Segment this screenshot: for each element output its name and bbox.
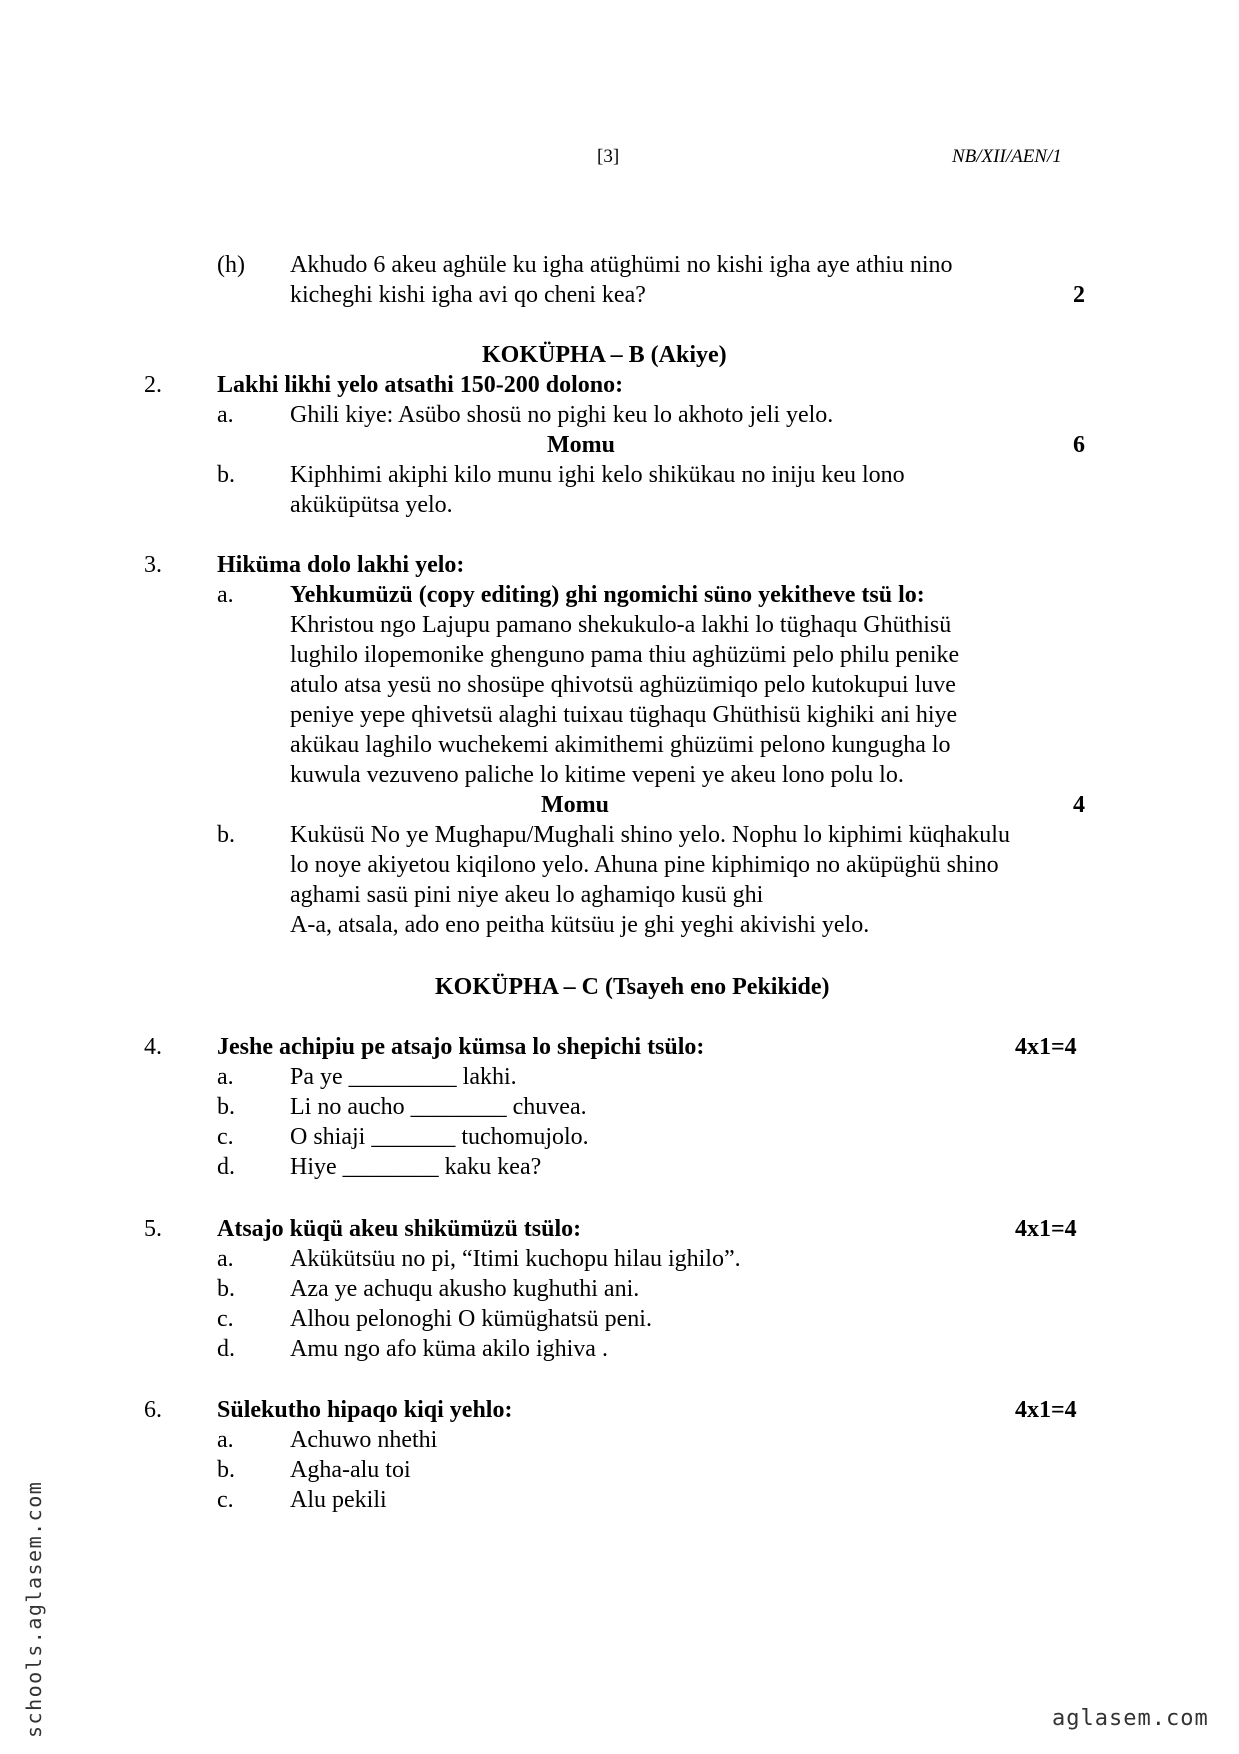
question-5-marks: 4x1=4 — [1015, 1216, 1077, 1242]
question-5-item-label: c. — [217, 1306, 234, 1332]
question-2-or: Momu — [547, 432, 615, 458]
question-3a-title: Yehkumüzü (copy editing) ghi ngomichi süno yekitheve tsü lo: — [290, 582, 925, 608]
question-4-item-text: O shiaji _______ tuchomujolo. — [290, 1124, 589, 1150]
document-code: NB/XII/AEN/1 — [952, 146, 1062, 167]
question-3a-line: lughilo ilopemonike ghenguno pama thiu aghüzümi pelo philu penike — [290, 642, 960, 668]
question-3a-label: a. — [217, 582, 234, 608]
section-b-title: KOKÜPHA – B (Akiye) — [482, 342, 727, 368]
question-3b-line: aghami sasü pini niye akeu lo aghamiqo kusü ghi — [290, 882, 764, 908]
question-6-item-label: a. — [217, 1427, 234, 1453]
question-3a-line: atulo atsa yesü no shosüpe qhivotsü aghüzümiqo pelo kutokupui luve — [290, 672, 956, 698]
page-number: [3] — [597, 146, 620, 167]
question-6-title: Sülekutho hipaqo kiqi yehlo: — [217, 1397, 513, 1423]
question-3a-line: kuwula vezuveno paliche lo kitime vepeni ye akeu lono polu lo. — [290, 762, 904, 788]
question-2a-text: Ghili kiye: Asübo shosü no pighi keu lo akhoto jeli yelo. — [290, 402, 834, 428]
question-3a-line: Khristou ngo Lajupu pamano shekukulo-a lakhi lo tüghaqu Ghüthisü — [290, 612, 952, 638]
question-6-item-text: Alu pekili — [290, 1487, 387, 1513]
question-4-title: Jeshe achipiu pe atsajo kümsa lo shepichi tsülo: — [217, 1034, 705, 1060]
question-2-number: 2. — [144, 372, 162, 398]
question-4-item-label: c. — [217, 1124, 234, 1150]
question-6-number: 6. — [144, 1397, 162, 1423]
question-4-item-label: a. — [217, 1064, 234, 1090]
section-c-title: KOKÜPHA – C (Tsayeh eno Pekikide) — [435, 974, 830, 1000]
question-6-item-text: Agha-alu toi — [290, 1457, 411, 1483]
question-5-title: Atsajo küqü akeu shikümüzü tsülo: — [217, 1216, 582, 1242]
question-5-item-text: Aza ye achuqu akusho kughuthi ani. — [290, 1276, 640, 1302]
question-3b-label: b. — [217, 822, 235, 848]
question-3b-line: A-a, atsala, ado eno peitha kütsüu je ghi yeghi akivishi yelo. — [290, 912, 870, 938]
question-h-line-2: kicheghi kishi igha avi qo cheni kea? — [290, 282, 646, 308]
question-5-item-label: b. — [217, 1276, 235, 1302]
question-4-number: 4. — [144, 1034, 162, 1060]
question-3b-line: Kuküsü No ye Mughapu/Mughali shino yelo. Nophu lo kiphimi küqhakulu — [290, 822, 1010, 848]
question-4-item-text: Pa ye _________ lakhi. — [290, 1064, 517, 1090]
question-6-item-label: b. — [217, 1457, 235, 1483]
question-6-item-label: c. — [217, 1487, 234, 1513]
question-4-marks: 4x1=4 — [1015, 1034, 1077, 1060]
question-h-label: (h) — [217, 252, 245, 278]
question-5-item-label: a. — [217, 1246, 234, 1272]
question-3a-line: akükau laghilo wuchekemi akimithemi ghüzümi pelono kungugha lo — [290, 732, 951, 758]
question-5-item-text: Alhou pelonoghi O kümüghatsü peni. — [290, 1306, 652, 1332]
question-2-title: Lakhi likhi yelo atsathi 150-200 dolono: — [217, 372, 624, 398]
question-6-marks: 4x1=4 — [1015, 1397, 1077, 1423]
question-5-number: 5. — [144, 1216, 162, 1242]
question-2b-label: b. — [217, 462, 235, 488]
question-h-marks: 2 — [1073, 282, 1085, 308]
side-watermark: schools.aglasem.com — [22, 1480, 46, 1738]
question-3-number: 3. — [144, 552, 162, 578]
question-4-item-text: Li no aucho ________ chuvea. — [290, 1094, 587, 1120]
question-3-or: Momu — [541, 792, 609, 818]
question-3-title: Hiküma dolo lakhi yelo: — [217, 552, 465, 578]
question-4-item-text: Hiye ________ kaku kea? — [290, 1154, 542, 1180]
question-2a-label: a. — [217, 402, 234, 428]
question-h-line-1: Akhudo 6 akeu aghüle ku igha atüghümi no kishi igha aye athiu nino — [290, 252, 953, 278]
question-3-marks: 4 — [1073, 792, 1085, 818]
question-2b-line-1: Kiphhimi akiphi kilo munu ighi kelo shikükau no iniju keu lono — [290, 462, 905, 488]
question-3a-line: peniye yepe qhivetsü alaghi tuixau tüghaqu Ghüthisü kighiki ani hiye — [290, 702, 958, 728]
question-5-item-label: d. — [217, 1336, 235, 1362]
question-5-item-text: Amu ngo afo küma akilo ighiva . — [290, 1336, 608, 1362]
question-3b-line: lo noye akiyetou kiqilono yelo. Ahuna pine kiphimiqo no aküpüghü shino — [290, 852, 999, 878]
question-6-item-text: Achuwo nhethi — [290, 1427, 438, 1453]
question-4-item-label: b. — [217, 1094, 235, 1120]
question-5-item-text: Akükütsüu no pi, “Itimi kuchopu hilau ighilo”. — [290, 1246, 741, 1272]
footer-watermark: aglasem.com — [1052, 1706, 1209, 1731]
question-4-item-label: d. — [217, 1154, 235, 1180]
question-2b-line-2: aküküpütsa yelo. — [290, 492, 453, 518]
question-2-marks: 6 — [1073, 432, 1085, 458]
